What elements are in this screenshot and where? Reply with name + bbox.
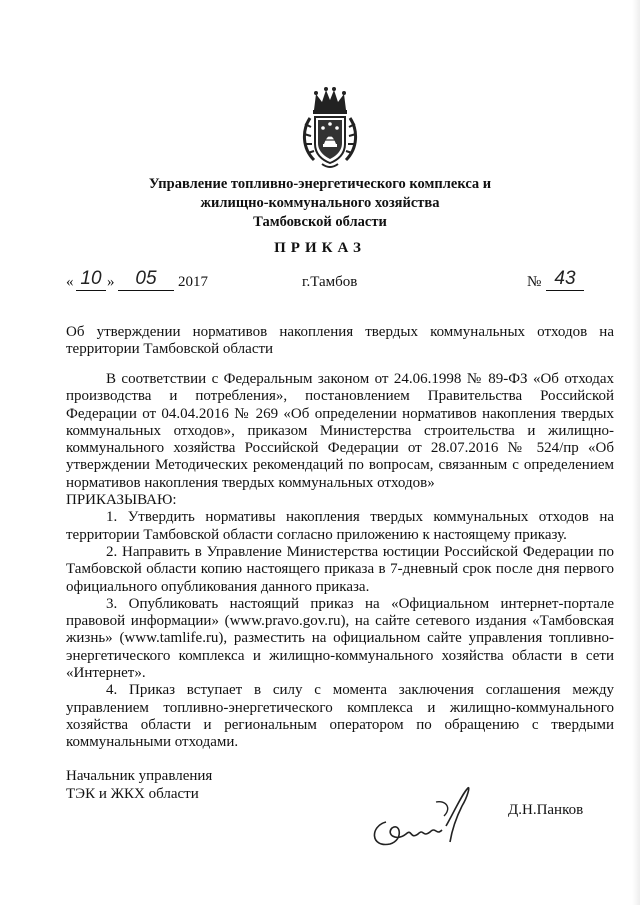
position-line1: Начальник управления xyxy=(66,768,213,784)
coat-of-arms-icon xyxy=(300,84,360,170)
order-subject: Об утверждении нормативов накопления твердых коммунальных отходов на территории Тамбовской области xyxy=(66,324,614,357)
date-day: 10 xyxy=(76,268,106,291)
signature-icon xyxy=(366,782,476,854)
signatory-position xyxy=(66,768,212,803)
position-line2: ТЭК и ЖКХ области xyxy=(66,785,199,802)
document-title: ПРИКАЗ xyxy=(274,240,366,256)
org-name-line1: Управление топливно-энергетического комплекса и xyxy=(148,176,492,192)
scan-edge xyxy=(632,0,640,905)
date-year: 2017 xyxy=(178,274,208,290)
date-open-quote: « xyxy=(66,274,74,290)
city: г.Тамбов xyxy=(302,274,358,290)
document-number: 43 xyxy=(546,268,584,291)
number-prefix: № xyxy=(527,274,542,290)
org-name-line2: жилищно-коммунального хозяйства xyxy=(200,195,440,211)
order-item-4: 4. Приказ вступает в силу с момента заключения соглашения между управлением топливно-энергетического комплекса и жилищно-коммунального хозяйства области и региональным оператором по обращению с твердыми коммунальными отходами. xyxy=(66,682,614,751)
org-name-line3: Тамбовской области xyxy=(253,214,387,230)
signatory-name: Д.Н.Панков xyxy=(508,802,584,818)
order-item-2: 2. Направить в Управление Министерства юстиции Российской Федерации по Тамбовской области копию настоящего приказа в 7-дневный срок после дня первого официального опубликования данного приказа. xyxy=(66,543,614,595)
date-close-quote: » xyxy=(107,274,115,290)
order-item-1: 1. Утвердить нормативы накопления твердых коммунальных отходов на территории Тамбовской области согласно приложению к настоящему приказу. xyxy=(66,509,614,543)
date-month: 05 xyxy=(118,268,174,291)
preamble: В соответствии с Федеральным законом от 24.06.1998 № 89-ФЗ «Об отходах производства и потребления», постановлением Правительства Российской Федерации от 04.04.2016 № 269 «Об определении нормативов накопления твердых коммунальных отходов», приказом Министерства строительства и жилищно-коммунального хозяйства Российской Федерации от 28.07.2016 № 524/пр «Об утверждении Методических рекомендаций по вопросам, связанным с определением нормативов накопления твердых коммунальных отходов» xyxy=(66,371,614,491)
order-body xyxy=(66,371,614,752)
order-item-3: 3. Опубликовать настоящий приказ на «Официальном интернет-портале правовой информации» (www.pravo.gov.ru), на сайте сетевого издания «Тамбовская жизнь» (www.tamlife.ru), разместить на официальном сайте управления топливно-энергетического комплекса и жилищно-коммунального хозяйства области в сети «Интернет». xyxy=(66,595,614,682)
order-word: ПРИКАЗЫВАЮ: xyxy=(66,492,177,509)
